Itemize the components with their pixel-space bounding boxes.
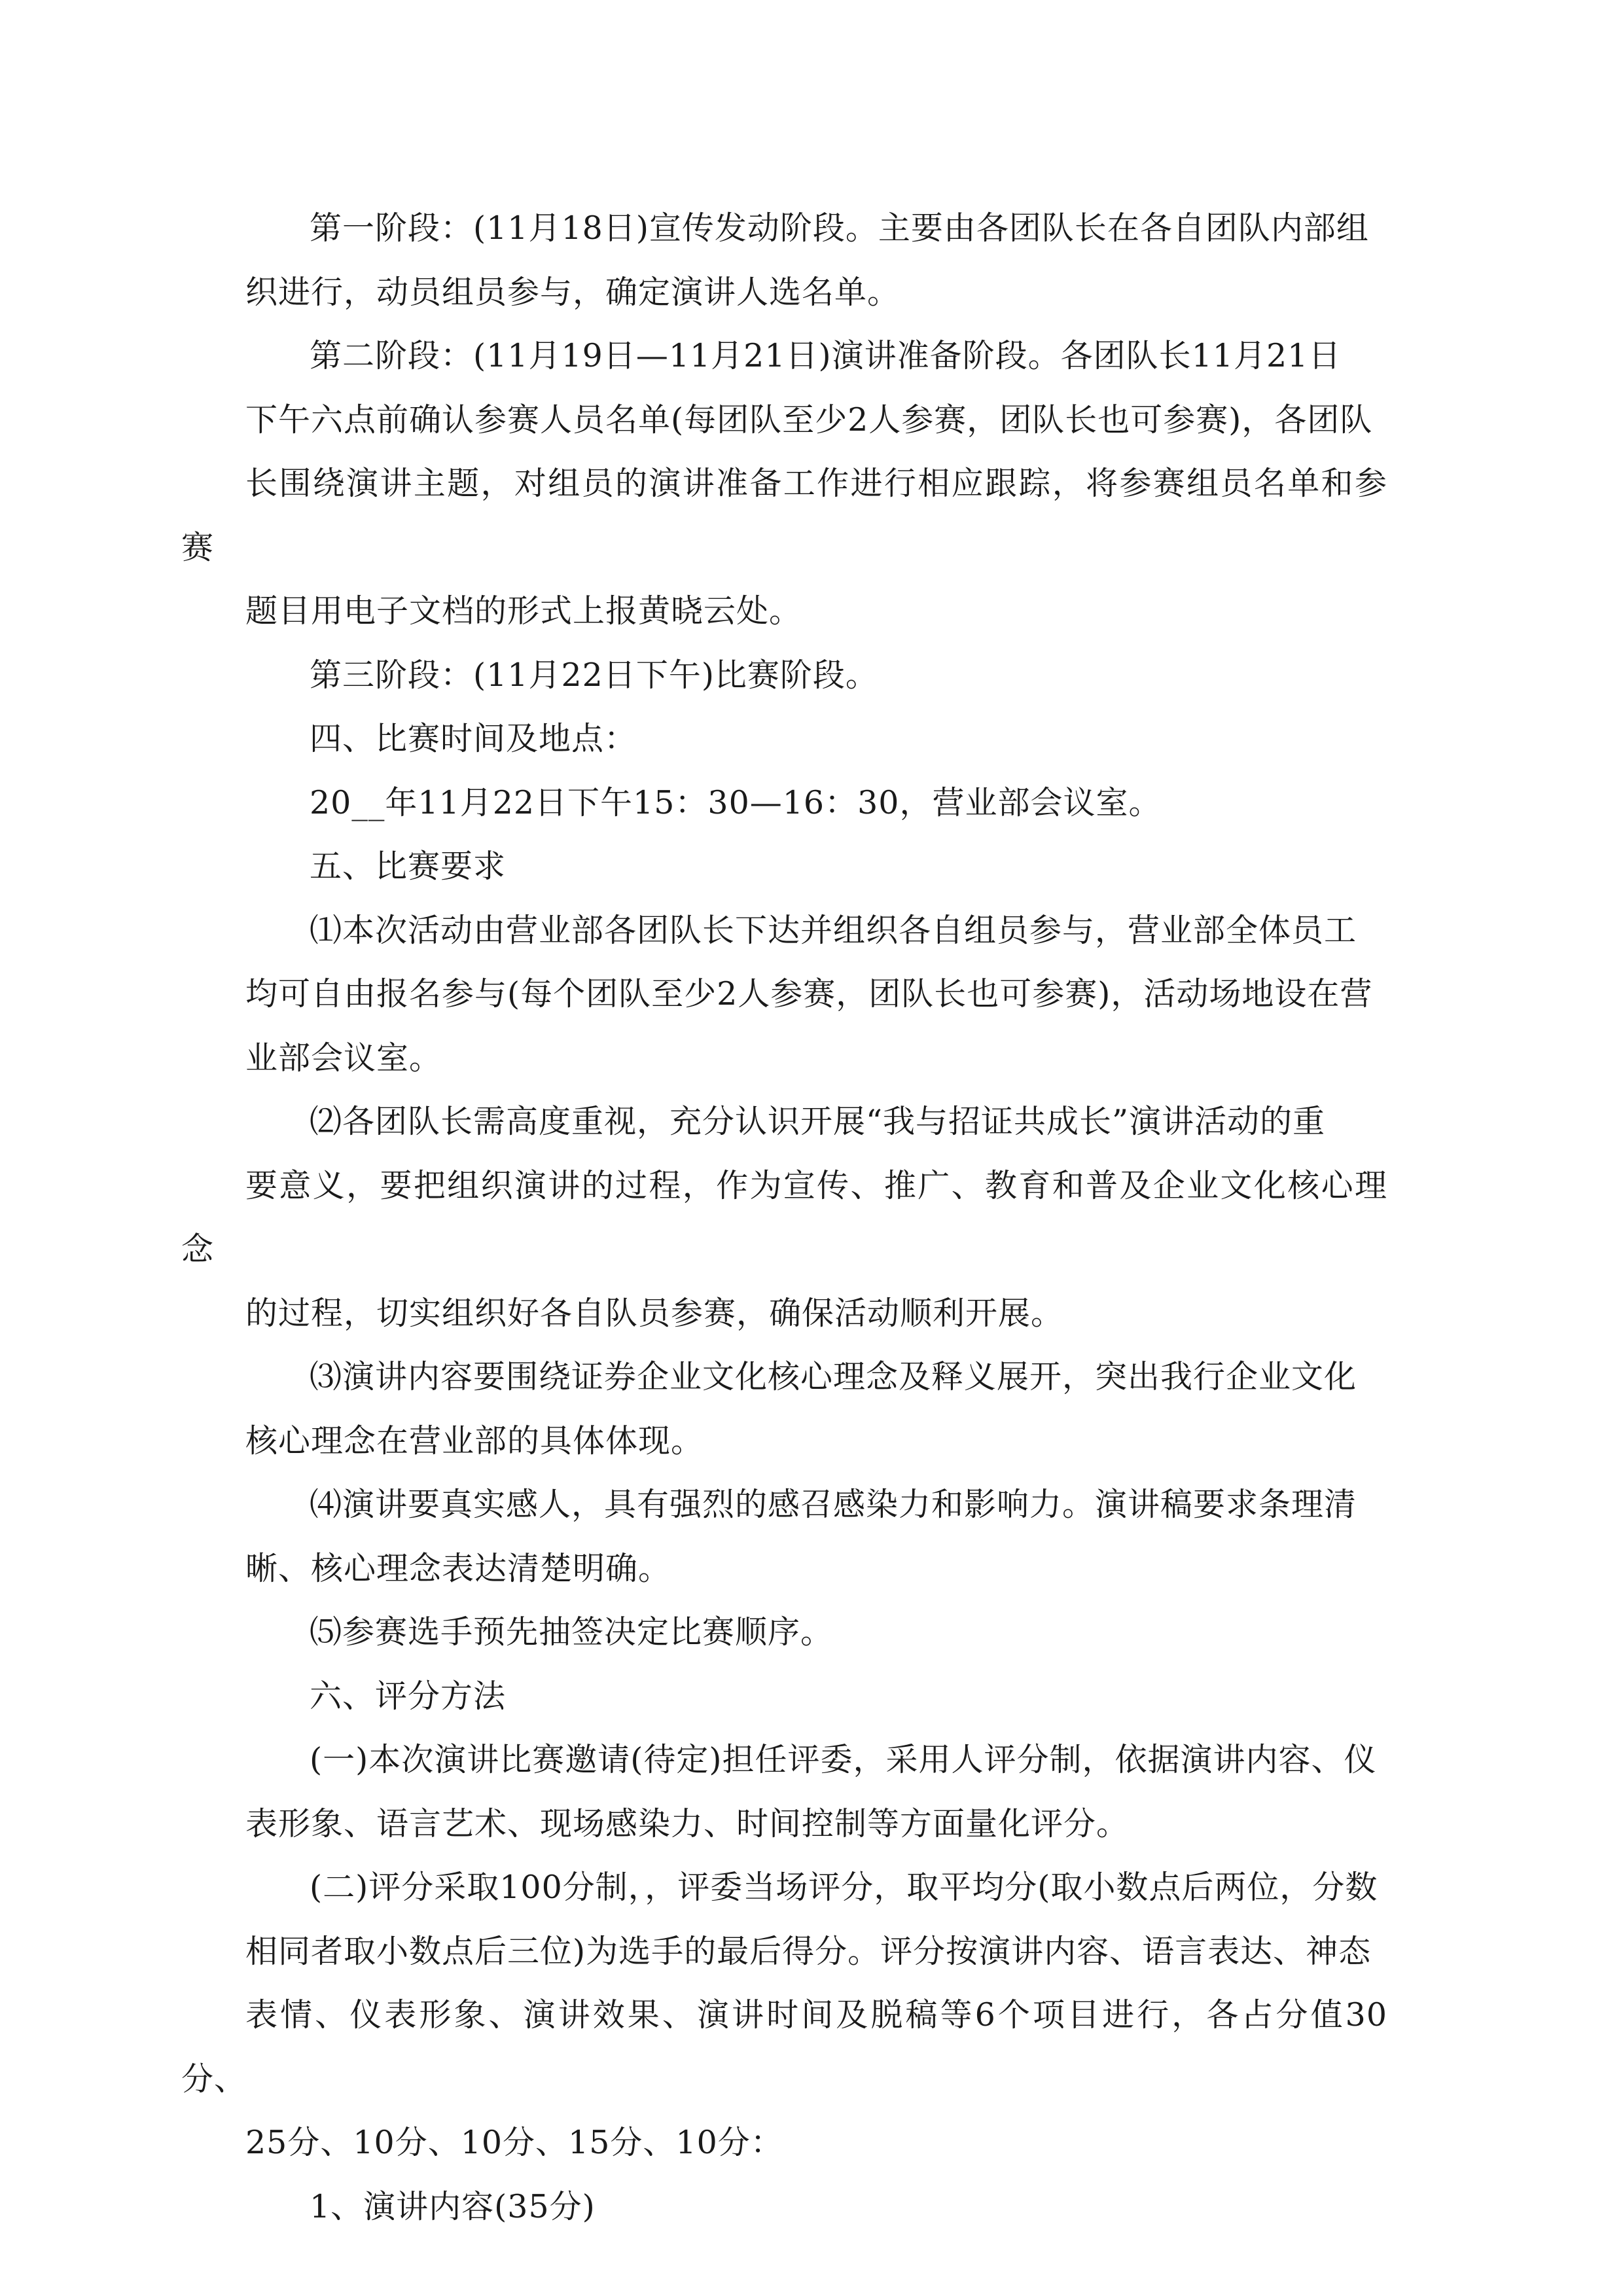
text-line: 六、评分方法: [310, 1677, 507, 1715]
text-line: 晰、核心理念表达清楚明确。: [245, 1549, 671, 1587]
text-line: 的过程，切实组织好各自队员参赛，确保活动顺利开展。: [245, 1294, 1064, 1332]
paragraph: [245, 2175, 1387, 2239]
text-line: 相同者取小数点后三位)为选手的最后得分。评分按演讲内容、语言表达、神态: [245, 1932, 1372, 1970]
text-line: 20__年11月22日下午15：30—16：30，营业部会议室。: [310, 783, 1162, 821]
paragraph: [245, 1473, 1387, 1600]
paragraph: [245, 707, 1387, 771]
text-line: 表情、仪表形象、演讲效果、演讲时间及脱稿等6个项目进行，各占分值30分、: [181, 1996, 1387, 2098]
paragraph: [245, 899, 1387, 1090]
paragraph: [181, 1856, 1387, 2175]
text-line: ⑸参赛选手预先抽签决定比赛顺序。: [310, 1613, 834, 1651]
text-line: 1、演讲内容(35分): [310, 2187, 596, 2225]
text-line: 业部会议室。: [245, 1039, 442, 1077]
paragraph: [245, 1664, 1387, 1729]
text-line: 四、比赛时间及地点：: [310, 720, 637, 757]
text-line: (一)本次演讲比赛邀请(待定)担任评委，采用人评分制，依据演讲内容、仪: [310, 1741, 1377, 1778]
text-line: ⑶演讲内容要围绕证券企业文化核心理念及释义展开，突出我行企业文化: [310, 1358, 1357, 1395]
text-line: 表形象、语言艺术、现场感染力、时间控制等方面量化评分。: [245, 1804, 1130, 1842]
text-line: 织进行，动员组员参与，确定演讲人选名单。: [245, 273, 901, 311]
text-line: 核心理念在营业部的具体体现。: [245, 1422, 704, 1460]
paragraph: [245, 834, 1387, 899]
paragraph: [245, 771, 1387, 835]
paragraph: [245, 643, 1387, 708]
text-line: 第二阶段：(11月19日—11月21日)演讲准备阶段。各团队长11月21日: [310, 337, 1342, 374]
text-line: 五、比赛要求: [310, 848, 507, 885]
text-line: 25分、10分、10分、15分、10分：: [245, 2124, 783, 2161]
text-line: 第三阶段：(11月22日下午)比赛阶段。: [310, 656, 878, 694]
text-line: ⑵各团队长需高度重视，充分认识开展“我与招证共成长”演讲活动的重: [310, 1103, 1326, 1140]
text-line: ⑷演讲要真实感人，具有强烈的感召感染力和影响力。演讲稿要求条理清: [310, 1486, 1357, 1523]
paragraph: [245, 1600, 1387, 1664]
paragraph: [181, 324, 1387, 643]
document-body: [181, 196, 1387, 2238]
text-line: 题目用电子文档的形式上报黄晓云处。: [245, 592, 802, 630]
text-line: 均可自由报名参与(每个团队至少2人参赛，团队长也可参赛)，活动场地设在营: [245, 975, 1373, 1013]
paragraph: [245, 196, 1387, 324]
text-line: (二)评分采取100分制，，评委当场评分，取平均分(取小数点后两位，分数: [310, 1869, 1378, 1906]
text-line: 下午六点前确认参赛人员名单(每团队至少2人参赛，团队长也可参赛)，各团队: [245, 401, 1373, 439]
paragraph: [245, 1345, 1387, 1473]
paragraph: [181, 1090, 1387, 1345]
paragraph: [245, 1728, 1387, 1856]
text-line: 要意义，要把组织演讲的过程，作为宣传、推广、教育和普及企业文化核心理念: [181, 1166, 1387, 1268]
text-line: ⑴本次活动由营业部各团队长下达并组织各自组员参与，营业部全体员工: [310, 911, 1357, 949]
text-line: 长围绕演讲主题，对组员的演讲准备工作进行相应跟踪，将参赛组员名单和参赛: [181, 465, 1387, 566]
text-line: 第一阶段：(11月18日)宣传发动阶段。主要由各团队长在各自团队内部组: [310, 209, 1369, 247]
